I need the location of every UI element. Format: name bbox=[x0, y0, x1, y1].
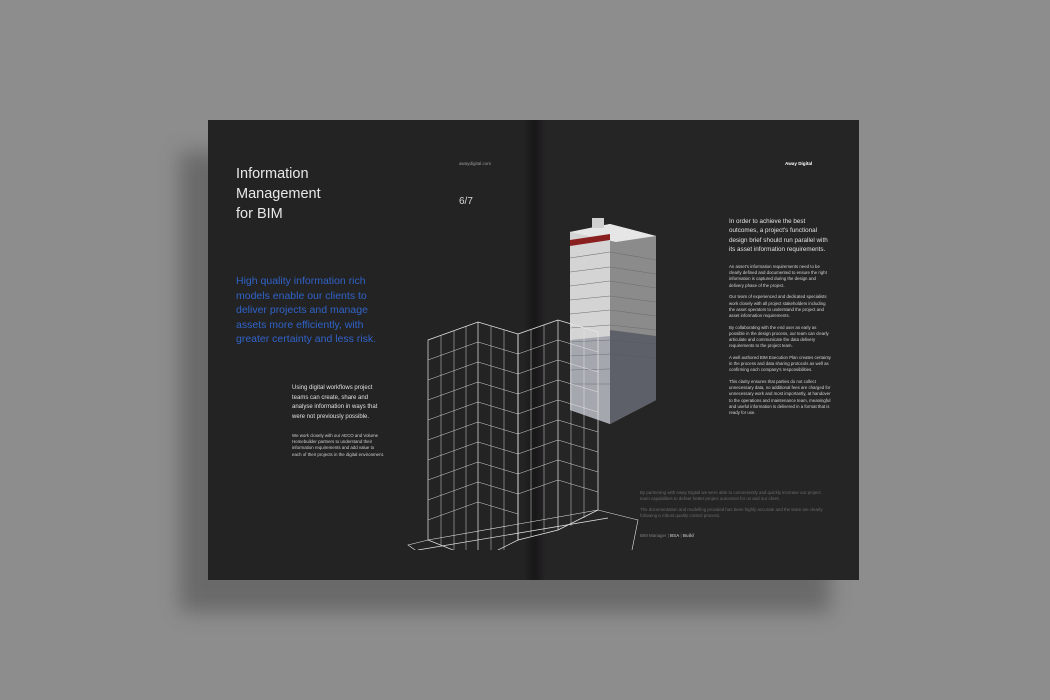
left-lead-text: Using digital workflows project teams can create, share and analyse information in ways that were not previously possible. bbox=[292, 385, 378, 420]
credit-division: Build bbox=[682, 533, 694, 538]
credit-separator: | bbox=[680, 533, 683, 538]
testimonial bbox=[640, 490, 826, 524]
body-paragraph: By collaborating with the end user as early as possible in the design process, our team can clearly articulate and communicate the data delivery requirements to the project team. bbox=[729, 324, 829, 349]
brand-name: Away Digital bbox=[785, 161, 813, 166]
right-body-text bbox=[729, 264, 831, 422]
credit-company: BSA bbox=[669, 533, 680, 538]
title-line-3: for BIM bbox=[236, 206, 283, 222]
body-paragraph: A well authored BIM Execution Plan creates certainty in the process and data sharing protocols as well as confirming each company's responsibilities. bbox=[729, 354, 831, 373]
website-url: awaydigital.com bbox=[459, 161, 492, 166]
title-line-1: Information bbox=[236, 166, 309, 182]
right-lead-text: In order to achieve the best outcomes, a project's functional design brief should run parallel with its asset information requirements. bbox=[729, 218, 828, 254]
testimonial-paragraph: The documentation and modelling provided has been highly accurate and the team are clearly following a robust quality control process. bbox=[640, 507, 823, 519]
testimonial-paragraph: By partnering with Away Digital we were able to conveniently and quickly increase our project team capabilities to deliver better project outcomes for us and our client. bbox=[640, 490, 821, 502]
title-line-2: Management bbox=[236, 186, 321, 202]
page-title bbox=[236, 164, 386, 224]
testimonial-credit bbox=[640, 533, 694, 538]
body-paragraph: Our team of experienced and dedicated specialists work closely with all project stakeholders including the asset operators to understand the project and asset information requirements. bbox=[729, 294, 827, 318]
highlight-statement: High quality information rich models enable our clients to deliver projects and manage assets more efficiently, with greater certainty and less risk. bbox=[236, 275, 377, 345]
left-body-text: We work closely with our AECO and Volume Homebuilder partners to understand their information requirements and add value to each of their projects in the digital environment. bbox=[292, 433, 385, 457]
credit-separator: | bbox=[667, 533, 670, 538]
spread-content bbox=[208, 120, 859, 580]
page-number: 6/7 bbox=[459, 196, 473, 207]
body-paragraph: An asset's information requirements need to be clearly defined and documented to ensure the right information is captured during the design and delivery phase of the project. bbox=[729, 264, 827, 288]
credit-role: BIM Manager bbox=[640, 533, 667, 538]
body-paragraph: This clarity ensures that parties do not collect unnecessary data, no additional fees are charged for unnecessary work and most importantly, at handover to the operations and maintenance team, meaningful and useful information is delivered in a format that is ready for use. bbox=[729, 379, 831, 416]
rendered-tower bbox=[570, 218, 656, 424]
